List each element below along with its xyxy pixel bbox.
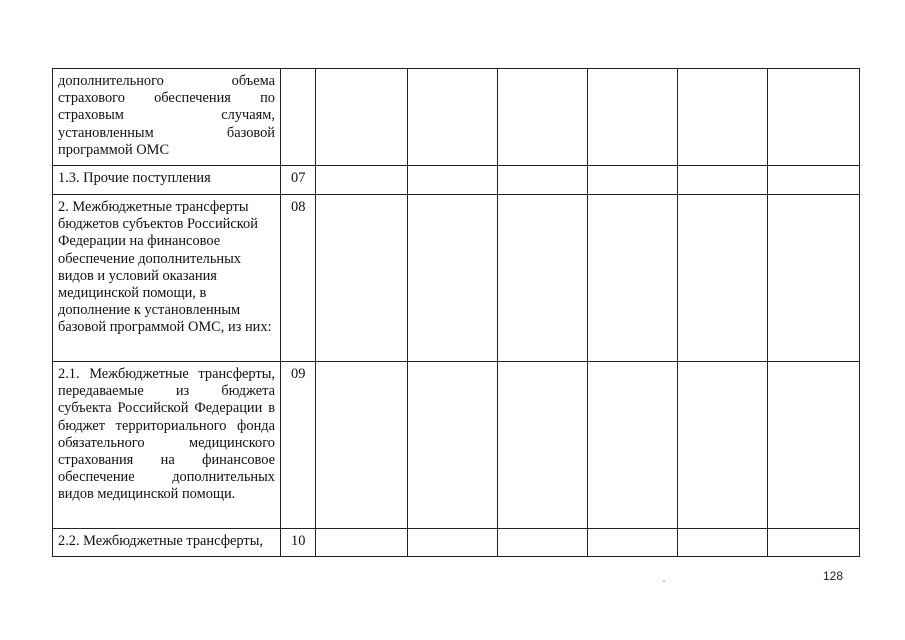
value-cell	[588, 195, 678, 362]
value-cell	[588, 529, 678, 557]
table-row	[53, 362, 860, 529]
row-code: 07	[281, 166, 316, 195]
row-description: 2.1. Межбюджетные трансферты, передаваемые из бюджета субъекта Российской Федерации в бюджет территориального фонда обязательного медицинского страхования на финансовое обеспечение дополнительных видов медицинской помощи.	[53, 362, 281, 529]
value-cell	[678, 362, 768, 529]
value-cell	[498, 529, 588, 557]
value-cell	[316, 529, 408, 557]
row-code	[281, 69, 316, 166]
row-description: 1.3. Прочие поступления	[53, 166, 281, 195]
table-row	[53, 195, 860, 362]
row-code: 10	[281, 529, 316, 557]
row-description: 2.2. Межбюджетные трансферты,	[53, 529, 281, 557]
table-row	[53, 69, 860, 166]
row-code: 09	[281, 362, 316, 529]
value-cell	[316, 69, 408, 166]
value-cell	[408, 195, 498, 362]
value-cell	[768, 362, 860, 529]
value-cell	[498, 69, 588, 166]
scan-speck	[663, 580, 665, 582]
value-cell	[588, 69, 678, 166]
value-cell	[316, 362, 408, 529]
value-cell	[408, 166, 498, 195]
value-cell	[678, 69, 768, 166]
value-cell	[498, 166, 588, 195]
value-cell	[768, 195, 860, 362]
value-cell	[768, 529, 860, 557]
value-cell	[498, 362, 588, 529]
value-cell	[588, 362, 678, 529]
value-cell	[768, 166, 860, 195]
value-cell	[678, 529, 768, 557]
value-cell	[408, 69, 498, 166]
table-row	[53, 166, 860, 195]
value-cell	[498, 195, 588, 362]
value-cell	[316, 166, 408, 195]
value-cell	[678, 195, 768, 362]
value-cell	[408, 529, 498, 557]
row-description: 2. Межбюджетные трансферты бюджетов субъектов Российской Федерации на финансовое обеспечение дополнительных видов и условий оказания медицинской помощи, в дополнение к установленным базовой программой ОМС, из них:	[53, 195, 281, 362]
value-cell	[408, 362, 498, 529]
table-row	[53, 529, 860, 557]
value-cell	[768, 69, 860, 166]
value-cell	[678, 166, 768, 195]
value-cell	[316, 195, 408, 362]
report-table	[52, 68, 860, 557]
page-number: 128	[823, 569, 844, 583]
row-code: 08	[281, 195, 316, 362]
value-cell	[588, 166, 678, 195]
row-description: дополнительного объема страхового обеспечения по страховым случаям, установленным базовой программой ОМС	[53, 69, 281, 166]
